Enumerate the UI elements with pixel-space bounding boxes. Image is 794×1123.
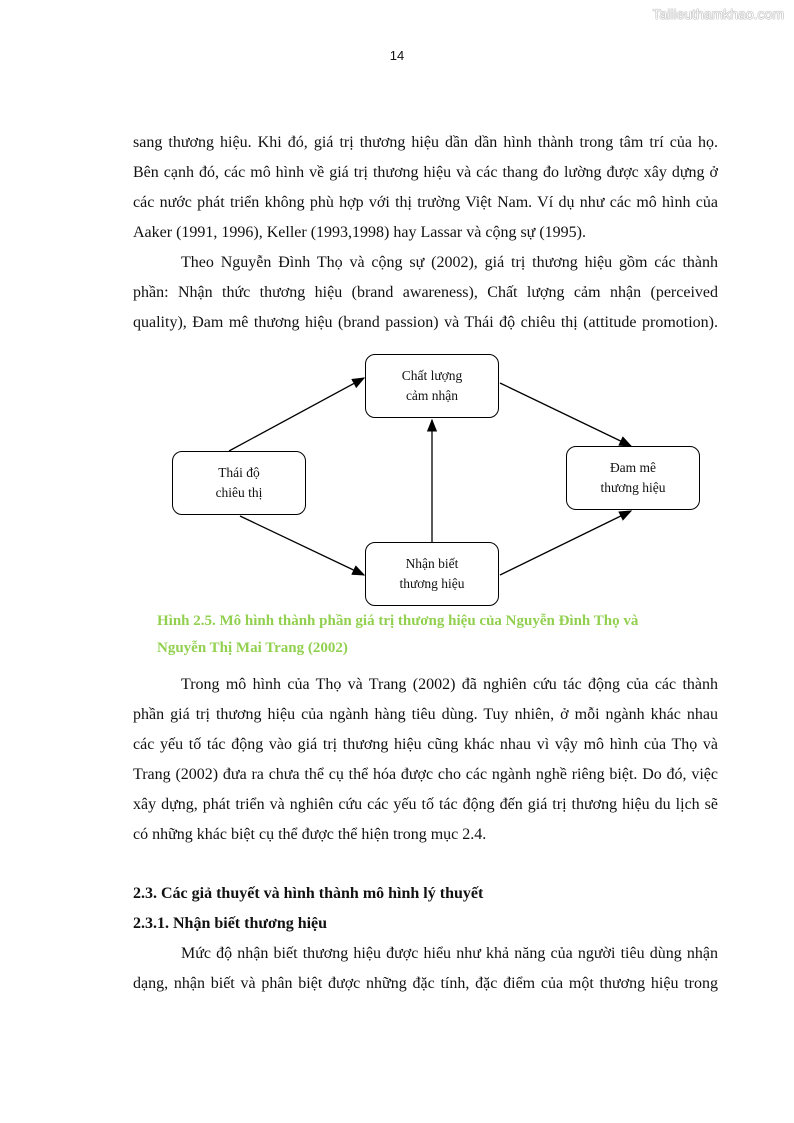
watermark: Tailieuthamkhao.com xyxy=(652,6,784,22)
arrow-attitude-quality xyxy=(229,378,364,451)
node-label: Thái độ xyxy=(218,465,260,480)
page-number: 14 xyxy=(389,48,405,63)
node-perceived-quality xyxy=(365,354,499,418)
node-label: cảm nhận xyxy=(405,388,459,403)
paragraph-line: có những khác biệt cụ thể được thể hiện trong mục 2.4. xyxy=(133,826,487,843)
paragraph-line: dạng, nhận biết và phân biệt được những đặc tính, đặc điểm của một thương hiệu trong xyxy=(133,975,718,992)
node-label: Chất lượng xyxy=(401,368,463,383)
node-label: Đam mê xyxy=(609,460,657,475)
arrow-awareness-passion xyxy=(500,511,631,575)
figure-caption: Hình 2.5. Mô hình thành phần giá trị thương hiệu của Nguyễn Đình Thọ và xyxy=(157,613,639,629)
arrow-attitude-awareness xyxy=(240,516,364,575)
paragraph-line: quality), Đam mê thương hiệu (brand passion) và Thái độ chiêu thị (attitude promotion). xyxy=(133,314,718,331)
node-attitude-promotion xyxy=(172,451,306,515)
paragraph-line: Bên cạnh đó, các mô hình về giá trị thương hiệu và các thang đo lường được xây dựng ở xyxy=(133,164,718,181)
paragraph-line: Theo Nguyễn Đình Thọ và cộng sự (2002), giá trị thương hiệu gồm các thành xyxy=(181,254,718,271)
paragraph-line: sang thương hiệu. Khi đó, giá trị thương hiệu dần dần hình thành trong tâm trí của họ. xyxy=(133,134,718,151)
node-brand-awareness xyxy=(365,542,499,606)
node-brand-passion xyxy=(566,446,700,510)
figure-caption: Nguyễn Thị Mai Trang (2002) xyxy=(157,640,348,656)
paragraph-line: xây dựng, phát triển và nghiên cứu các yếu tố tác động đến giá trị thương hiệu du lịch sẽ xyxy=(133,796,718,813)
node-label: thương hiệu xyxy=(399,576,465,591)
paragraph-line: các yếu tố tác động vào giá trị thương hiệu cũng khác nhau vì vậy mô hình của Thọ và xyxy=(133,736,718,753)
paragraph-line: Aaker (1991, 1996), Keller (1993,1998) hay Lassar và cộng sự (1995). xyxy=(133,224,586,241)
arrow-quality-passion xyxy=(500,383,631,446)
node-label: Nhận biết xyxy=(405,556,459,571)
paragraph-line: các nước phát triển không phù hợp với thị trường Việt Nam. Ví dụ như các mô hình của xyxy=(133,194,718,211)
paragraph-line: phần: Nhận thức thương hiệu (brand awareness), Chất lượng cảm nhận (perceived xyxy=(133,284,718,301)
paragraph-line: Trong mô hình của Thọ và Trang (2002) đã nghiên cứu tác động của các thành xyxy=(181,676,718,693)
paragraph-line: Trang (2002) đưa ra chưa thể cụ thể hóa được cho các ngành nghề riêng biệt. Do đó, việc xyxy=(133,766,718,783)
paragraph-line: phần giá trị thương hiệu của ngành hàng tiêu dùng. Tuy nhiên, ở mỗi ngành khác nhau xyxy=(133,706,718,723)
node-label: thương hiệu xyxy=(600,480,666,495)
subsection-heading: 2.3.1. Nhận biết thương hiệu xyxy=(133,915,328,932)
paragraph-line: Mức độ nhận biết thương hiệu được hiểu như khả năng của người tiêu dùng nhận xyxy=(181,945,718,962)
section-heading: 2.3. Các giả thuyết và hình thành mô hình lý thuyết xyxy=(133,885,484,902)
node-label: chiêu thị xyxy=(215,485,263,500)
